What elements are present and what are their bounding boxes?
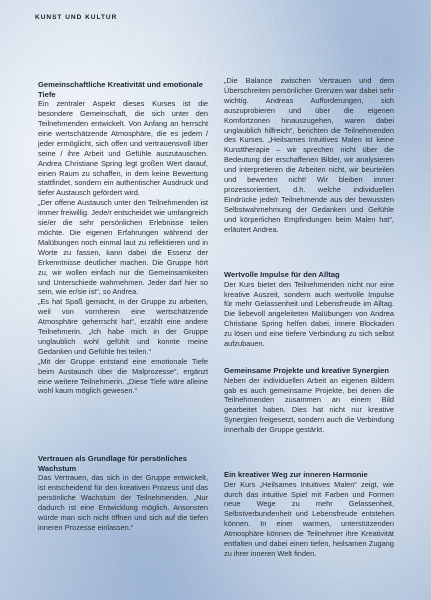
paragraph: „Es hat Spaß gemacht, in der Gruppe zu arbeiten, weil von vornherein eine wertschätzende Atmosphäre geherrscht hat“, erzählt eine andere Teilnehmerin. „Ich habe mich in der Gruppe unglaublich wohl gefühlt und konnte meine Gedanken und Gefühle frei teilen.“	[38, 297, 208, 356]
paragraph: Der Kurs „Heilsames Intuitives Malen“ zeigt, wie durch das intuitive Spiel mit Farben und Formen neue Wege zu mehr Gelassenheit, Selbstverbundenheit und Lebensfreude entstehen können. In einer warmen, unterstützenden Atmosphäre können die Teilnehmer ihre Kreativität entfalten und dabei einen tiefen, heilsamen Zugang zu ihrer inneren Welt finden.	[224, 479, 394, 558]
heading-vertrauen: Vertrauen als Grundlage für persönliches Wachstum	[38, 454, 187, 473]
paragraph: Das Vertrauen, das sich in der Gruppe entwickelt, ist entscheidend für den kreativen Prozess und das persönliche Wachstum der Teilnehmenden. „Nur dadurch ist eine Entwicklung möglich. Ansonsten würde man sich nicht öffnen und sich auf die tiefen inneren Prozesse einlassen.“	[38, 473, 208, 532]
left-section-1	[38, 80, 208, 396]
heading-impulse: Wertvolle Impulse für den Alltag	[224, 270, 340, 279]
paragraph: Ein zentraler Aspekt dieses Kurses ist die besondere Gemeinschaft, die sich unter den Teilnehmenden entwickelt. Von Anfang an herrscht eine wertschätzende Atmosphäre, die es jedem / jeder ermöglicht, sich offen und vertrauensvoll über seine / ihre Arbeit und Gefühle auszutauschen. Andrea Christiane Spring legt großen Wert darauf, einen Raum zu schaffen, in dem keine Bewertung stattfindet, sondern ein authentischer Ausdruck und tiefer Austausch gefördert wird.	[38, 99, 208, 198]
right-section-1	[224, 76, 394, 235]
right-section-2	[224, 270, 394, 349]
paragraph: Der Kurs bietet den Teilnehmenden nicht nur eine kreative Auszeit, sondern auch wertvolle Impulse für mehr Gelassenheit und Lebensfreude im Alltag. Die liebevoll angeleiteten Malübungen von Andrea Christiane Spring helfen dabei, innere Blockaden zu lösen und eine tiefere Verbindung zu sich selbst aufzubauen.	[224, 279, 394, 349]
left-section-2	[38, 454, 208, 533]
heading-kreativitaet: Gemeinschaftliche Kreativität und emotionale Tiefe	[38, 80, 203, 99]
heading-harmonie: Ein kreativer Weg zur inneren Harmonie	[224, 470, 368, 479]
paragraph: „Der offene Austausch unter den Teilnehmenden ist immer freiwillig. Jede/r entscheidet wie umfangreich sie/er die sehr persönlichen Erlebnisse teilen möchte. Die eigenen Erfahrungen während der Malübungen noch einmal laut zu reflektieren und in Worte zu fassen, kann dabei die Essenz der Erkenntnisse deutlicher machen. Die Gruppe hört zu, wir wollen einfach nur die Gemeinsamkeiten und Unterschiede wahrnehmen. Jeder darf hier so sein, wie er/sie ist“, so Andrea.	[38, 198, 208, 297]
paragraph: „Die Balance zwischen Vertrauen und dem Überschreiten persönlicher Grenzen war dabei sehr wichtig. Andreas Aufforderungen, sich auszuprobieren und über die eigenen Komfortzonen hinauszugehen, waren dabei unglaublich hilfreich“, berichten die Teilnehmenden des Kurses. „Heilsames Intuitives Malen ist keine Kunsttherapie – wir sprechen nicht über die Bedeutung der erschaffenen Bilder, wir analysieren und interpretieren die Arbeiten nicht, wir beurteilen und bewerten nicht! Wir bleiben immer prozessorientiert, d.h. welche individuellen Eindrücke jede/r Teilnehmende aus der bewussten Selbstwahrnehmung der Gedanken und Gefühle und körperlichen Empfindungen beim Malen hat“, erläutert Andrea.	[224, 76, 394, 234]
right-section-4	[224, 470, 394, 559]
paragraph: Neben der individuellen Arbeit an eigenen Bildern gab es auch gemeinsame Projekte, bei denen die Teilnehmenden zusammen an einem Bild gearbeitet haben. Dies hat nicht nur kreative Synergien freigesetzt, sondern auch die Verbindung innerhalb der Gruppe gestärkt.	[224, 375, 394, 435]
heading-synergien: Gemeinsame Projekte und kreative Synergien	[224, 366, 390, 375]
section-header: KUNST UND KULTUR	[35, 14, 118, 21]
paragraph: „Mit der Gruppe entstand eine emotionale Tiefe beim Austausch über die Malprozesse“, ergänzt eine weitere Teilnehmerin. „Diese Tiefe wäre alleine wohl kaum möglich gewesen.“	[38, 356, 208, 396]
right-section-3	[224, 366, 394, 435]
